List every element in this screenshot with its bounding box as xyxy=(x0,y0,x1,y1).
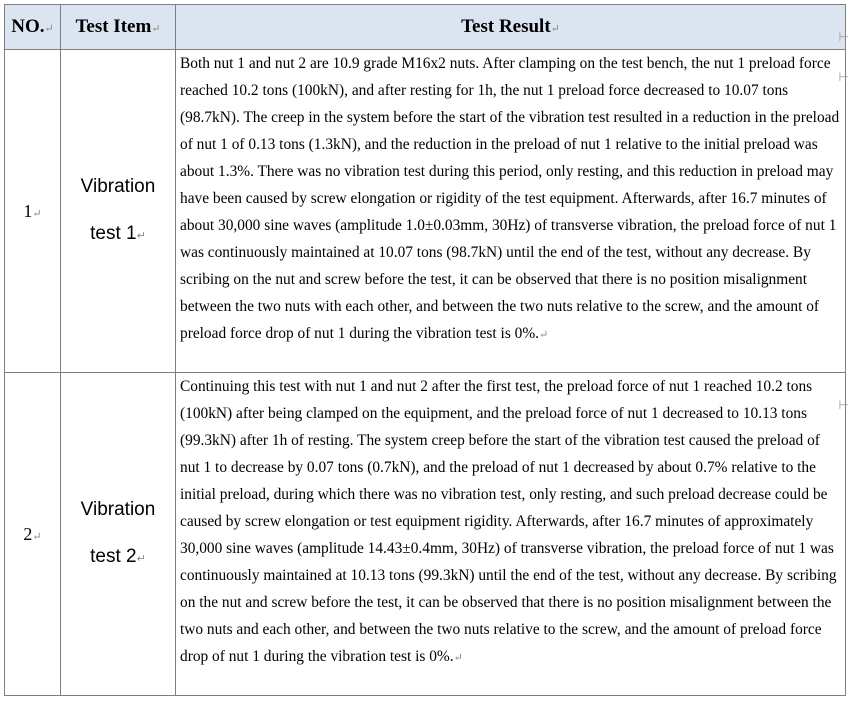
test-item-line-2: test 2 xyxy=(90,545,137,567)
header-no: NO.↵ xyxy=(5,5,61,50)
row-end-mark-icon: ⊢ xyxy=(838,398,849,412)
paragraph-mark-icon: ↵ xyxy=(136,552,146,565)
header-test-result: Test Result↵ xyxy=(176,5,846,50)
paragraph-mark-icon: ↵ xyxy=(539,329,549,341)
paragraph-mark-icon: ↵ xyxy=(44,23,54,35)
row-end-mark-icon: ⊢ xyxy=(838,70,849,84)
paragraph-mark-icon: ↵ xyxy=(136,229,146,242)
paragraph-mark-icon: ↵ xyxy=(151,23,161,35)
test-result-text: Both nut 1 and nut 2 are 10.9 grade M16x2 nuts. After clamping on the test bench, the nut 1 preload force reached 10.2 tons (100kN), and after resting for 1h, the nut 1 preload force decreased to 10.07 tons (98.7kN). The creep in the system before the start of the vibration test resulted in a reduction in the preload of nut 1 of 0.13 tons (1.3kN), and the reduction in the preload of nut 1 relative to the initial preload was about 1.3%. There was no vibration test during this period, only resting, and this reduction in preload may have been caused by screw elongation or rigidity of the test equipment. Afterwards, after 16.7 minutes of about 30,000 sine waves (amplitude 1.0±0.03mm, 30Hz) of transverse vibration, the preload force of nut 1 was continuously maintained at 10.07 tons (98.7kN) until the end of the test, without any decrease. By scribing on the nut and screw before the test, it can be observed that there is no position misalignment between the two nuts with each other, and between the two nuts relative to the screw, and the amount of preload force drop of nut 1 during the vibration test is 0%. xyxy=(180,55,840,342)
paragraph-mark-icon: ↵ xyxy=(453,652,463,664)
test-item-line-1: Vibration xyxy=(80,498,156,520)
row-end-mark-icon: ⊢ xyxy=(838,30,849,44)
header-test-item: Test Item↵ xyxy=(61,5,176,50)
row-number-cell: 1↵ xyxy=(5,50,61,373)
test-results-table xyxy=(4,4,846,696)
test-item-cell xyxy=(61,373,176,696)
test-result-cell xyxy=(176,50,846,373)
table-row xyxy=(5,373,846,696)
row-number-cell: 2↵ xyxy=(5,373,61,696)
test-item-line-2: test 1 xyxy=(90,222,137,244)
paragraph-mark-icon: ↵ xyxy=(550,23,560,35)
test-item-cell xyxy=(61,50,176,373)
test-item-line-1: Vibration xyxy=(80,175,156,197)
paragraph-mark-icon: ↵ xyxy=(32,207,42,220)
test-result-cell xyxy=(176,373,846,696)
test-result-text: Continuing this test with nut 1 and nut 2 after the first test, the preload force of nut 1 reached 10.2 tons (100kN) after being clamped on the equipment, and the preload force of nut 1 decreased to 10.13 tons (99.3kN) after 1h of resting. The system creep before the start of the vibration test caused the preload of nut 1 to decrease by 0.07 tons (0.7kN), and the preload of nut 1 decreased by about 0.7% relative to the initial preload, during which there was no vibration test, only resting, and such preload decrease could be caused by screw elongation or test equipment rigidity. Afterwards, after 16.7 minutes of approximately 30,000 sine waves (amplitude 14.43±0.4mm, 30Hz) of transverse vibration, the preload force of nut 1 was continuously maintained at 10.13 tons (99.3kN) until the end of the test, without any decrease. By scribing on the nut and screw before the test, it can be observed that there is no position misalignment between the two nuts and each other, and between the two nuts relative to the screw, and the amount of preload force drop of nut 1 during the vibration test is 0%. xyxy=(180,378,837,665)
table-row xyxy=(5,50,846,373)
table-header-row xyxy=(5,5,846,50)
paragraph-mark-icon: ↵ xyxy=(32,530,42,543)
